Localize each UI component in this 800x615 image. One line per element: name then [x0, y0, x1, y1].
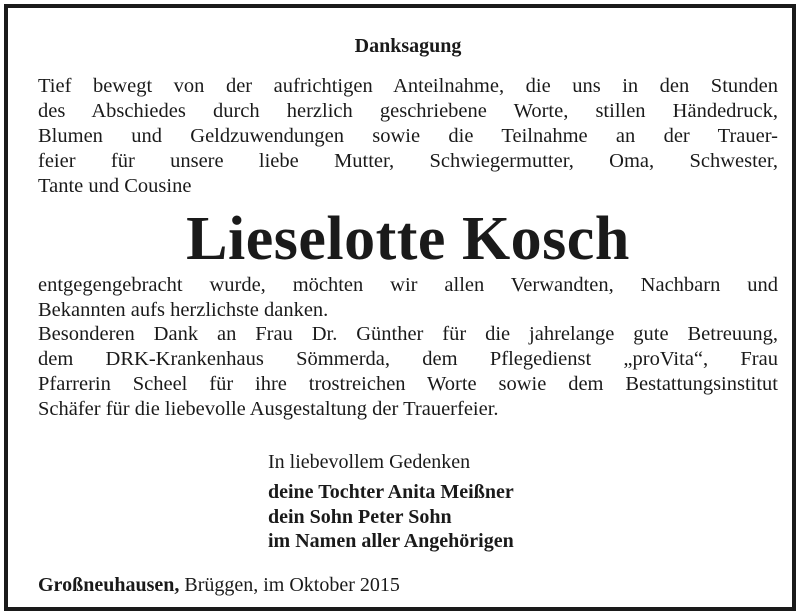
special-thanks-line: Besonderen Dank an Frau Dr. Günther für die jahrelange gute Betreuung,: [38, 323, 778, 345]
closing-phrase: In liebevollem Gedenken: [268, 451, 471, 473]
intro-paragraph: [38, 74, 778, 199]
signer-line: deine Tochter Anita Meißner: [268, 481, 514, 503]
intro-line: feier für unsere liebe Mutter, Schwiegermutter, Oma, Schwester,: [38, 150, 778, 172]
special-thanks-line: dem DRK-Krankenhaus Sömmerda, dem Pflegedienst „proVita“, Frau: [38, 348, 778, 370]
signers-list: [268, 480, 514, 554]
thanks-line: Bekannten aufs herzlichste danken.: [38, 299, 329, 321]
place-date-line: [38, 573, 400, 597]
deceased-name: Lieselotte Kosch: [186, 205, 630, 273]
signer-line: dein Sohn Peter Sohn: [268, 505, 452, 528]
notice-title: Danksagung: [354, 35, 462, 57]
special-thanks-paragraph: [38, 322, 778, 422]
place-name: Großneuhausen,: [38, 574, 180, 596]
intro-line: Blumen und Geldzuwendungen sowie die Teilnahme an der Trauer-: [38, 125, 778, 147]
thanks-paragraph: [38, 273, 778, 323]
intro-line: des Abschiedes durch herzlich geschriebene Worte, stillen Händedruck,: [38, 100, 778, 122]
special-thanks-line: Schäfer für die liebevolle Ausgestaltung der Trauerfeier.: [38, 398, 499, 420]
place-date: Brüggen, im Oktober 2015: [179, 574, 400, 596]
signer-line: im Namen aller Angehörigen: [268, 530, 514, 552]
intro-line: Tief bewegt von der aufrichtigen Anteilnahme, die uns in den Stunden: [38, 75, 778, 97]
thanks-line: entgegengebracht wurde, möchten wir allen Verwandten, Nachbarn und: [38, 274, 778, 296]
notice-frame: [4, 4, 796, 611]
intro-line: Tante und Cousine: [38, 175, 192, 197]
special-thanks-line: Pfarrerin Scheel für ihre trostreichen Worte sowie dem Bestattungsinstitut: [38, 373, 778, 395]
